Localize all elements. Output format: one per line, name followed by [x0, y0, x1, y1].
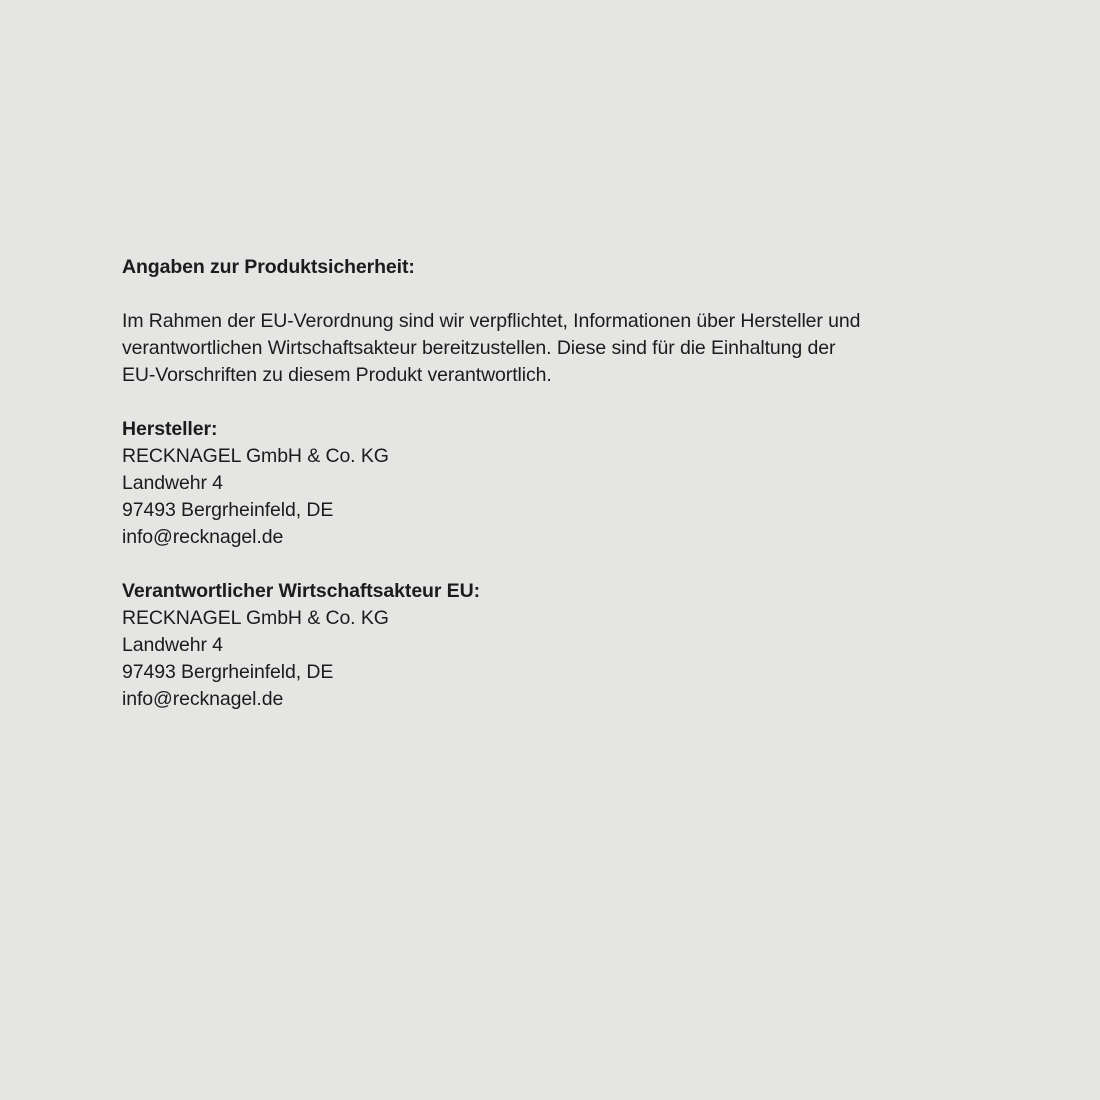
responsible-actor-city: 97493 Bergrheinfeld, DE: [122, 661, 334, 683]
intro-paragraph: [122, 308, 982, 389]
responsible-actor-company: RECKNAGEL GmbH & Co. KG: [122, 607, 389, 629]
responsible-actor-email: info@recknagel.de: [122, 688, 284, 710]
product-safety-info: [122, 254, 982, 740]
manufacturer-block: [122, 416, 982, 551]
intro-line-3: EU-Vorschriften zu diesem Produkt verantwortlich.: [122, 364, 552, 386]
intro-line-1: Im Rahmen der EU-Verordnung sind wir verpflichtet, Informationen über Hersteller und: [122, 310, 861, 332]
responsible-actor-street: Landwehr 4: [122, 634, 223, 656]
product-safety-title: Angaben zur Produktsicherheit:: [122, 256, 415, 278]
manufacturer-street: Landwehr 4: [122, 472, 223, 494]
manufacturer-heading: Hersteller:: [122, 418, 218, 440]
manufacturer-email: info@recknagel.de: [122, 526, 284, 548]
manufacturer-city: 97493 Bergrheinfeld, DE: [122, 499, 334, 521]
responsible-actor-block: [122, 578, 982, 713]
responsible-actor-heading: Verantwortlicher Wirtschaftsakteur EU:: [122, 580, 480, 602]
manufacturer-company: RECKNAGEL GmbH & Co. KG: [122, 445, 389, 467]
intro-line-2: verantwortlichen Wirtschaftsakteur bereitzustellen. Diese sind für die Einhaltung der: [122, 337, 836, 359]
